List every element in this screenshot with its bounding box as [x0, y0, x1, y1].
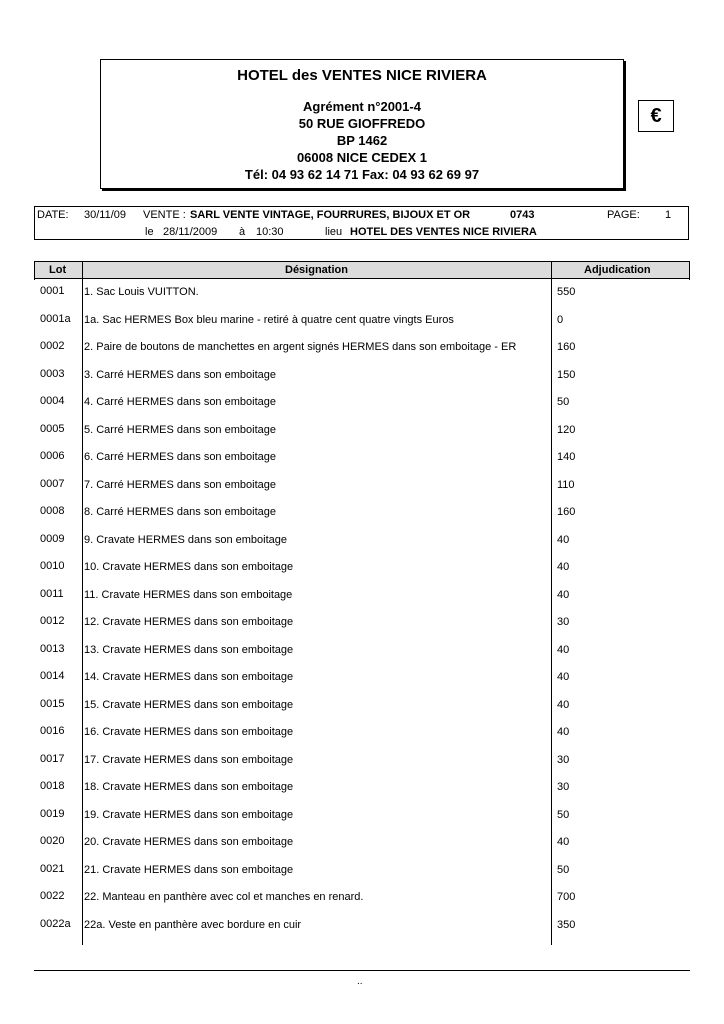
- designation-cell: 18. Cravate HERMES dans son emboitage: [84, 781, 294, 793]
- lots-table-body: [34, 279, 690, 939]
- adjudication-cell: 30: [557, 781, 570, 793]
- column-header-lot: Lot: [49, 264, 67, 276]
- lot-cell: 0021: [40, 862, 65, 875]
- table-row: [34, 444, 690, 472]
- footer-rule: [34, 970, 690, 971]
- lot-cell: 0010: [40, 560, 65, 572]
- designation-cell: 10. Cravate HERMES dans son emboitage: [84, 561, 294, 573]
- designation-cell: 14. Cravate HERMES dans son emboitage: [84, 671, 294, 683]
- adjudication-cell: 50: [557, 863, 570, 876]
- designation-cell: 9. Cravate HERMES dans son emboitage: [84, 533, 287, 546]
- agrement-number: Agrément n°2001-4: [303, 99, 421, 114]
- lieu-label: lieu: [325, 226, 343, 238]
- le-label: le: [145, 226, 154, 238]
- lot-cell: 0013: [40, 642, 65, 655]
- lot-cell: 0022a: [40, 917, 71, 930]
- lot-cell: 0002: [40, 340, 65, 352]
- designation-cell: 13. Cravate HERMES dans son emboitage: [84, 643, 294, 656]
- lot-cell: 0011: [40, 587, 64, 600]
- table-row: [34, 472, 690, 500]
- lot-cell: 0009: [40, 532, 65, 545]
- designation-cell: 1. Sac Louis VUITTON.: [84, 286, 199, 298]
- table-row: [34, 582, 690, 610]
- a-label: à: [239, 226, 246, 238]
- lot-cell: 0007: [40, 477, 65, 490]
- date-value: 30/11/09: [84, 209, 127, 221]
- table-row: [34, 307, 690, 335]
- column-header-designation: Désignation: [285, 264, 348, 276]
- adjudication-cell: 30: [557, 753, 570, 766]
- designation-cell: 21. Cravate HERMES dans son emboitage: [84, 863, 294, 876]
- adjudication-cell: 150: [557, 368, 576, 381]
- table-row: [34, 389, 690, 417]
- designation-cell: 22a. Veste en panthère avec bordure en cuir: [84, 918, 302, 931]
- designation-cell: 4. Carré HERMES dans son emboitage: [84, 396, 276, 408]
- lot-cell: 0017: [40, 752, 65, 765]
- table-row: [34, 747, 690, 775]
- designation-cell: 22. Manteau en panthère avec col et manches en renard.: [84, 891, 364, 903]
- adjudication-cell: 40: [557, 726, 570, 738]
- lieu-value: HOTEL DES VENTES NICE RIVIERA: [350, 226, 537, 238]
- sale-date: 28/11/2009: [163, 226, 218, 238]
- table-row: [34, 279, 690, 307]
- lot-cell: 0012: [40, 615, 65, 627]
- designation-cell: 2. Paire de boutons de manchettes en argent signés HERMES dans son emboitage - ER: [84, 341, 517, 353]
- adjudication-cell: 40: [557, 836, 570, 848]
- table-row: [34, 499, 690, 527]
- city-address: 06008 NICE CEDEX 1: [296, 150, 428, 165]
- adjudication-cell: 40: [557, 561, 570, 573]
- lot-cell: 0022: [40, 890, 65, 902]
- table-row: [34, 884, 690, 912]
- designation-cell: 17. Cravate HERMES dans son emboitage: [84, 753, 294, 766]
- designation-cell: 1a. Sac HERMES Box bleu marine - retiré à quatre cent quatre vingts Euros: [84, 313, 454, 326]
- table-row: [34, 719, 690, 747]
- designation-cell: 6. Carré HERMES dans son emboitage: [84, 451, 276, 463]
- lot-cell: 0014: [40, 670, 65, 682]
- lot-cell: 0008: [40, 505, 65, 517]
- house-title: HOTEL des VENTES NICE RIVIERA: [237, 67, 487, 84]
- table-row: [34, 637, 690, 665]
- vente-number: 0743: [510, 209, 535, 221]
- table-row: [34, 554, 690, 582]
- table-row: [34, 527, 690, 555]
- vente-name: SARL VENTE VINTAGE, FOURRURES, BIJOUX ET OR: [190, 209, 471, 221]
- adjudication-cell: 120: [557, 423, 576, 436]
- adjudication-cell: 700: [557, 891, 576, 903]
- po-box: BP 1462: [336, 133, 388, 148]
- table-row: [34, 857, 690, 885]
- lot-cell: 0005: [40, 422, 65, 435]
- date-label: DATE:: [37, 209, 69, 221]
- adjudication-cell: 40: [557, 643, 570, 656]
- table-row: [34, 417, 690, 445]
- adjudication-cell: 50: [557, 808, 570, 821]
- header-box: [100, 59, 624, 189]
- designation-cell: 12. Cravate HERMES dans son emboitage: [84, 616, 294, 628]
- lot-cell: 0019: [40, 807, 65, 820]
- adjudication-cell: 0: [557, 313, 564, 326]
- table-row: [34, 802, 690, 830]
- sale-time: 10:30: [256, 226, 284, 238]
- phone-fax: Tél: 04 93 62 14 71 Fax: 04 93 62 69 97: [244, 167, 480, 182]
- table-header: [34, 261, 690, 279]
- lot-cell: 0020: [40, 835, 65, 847]
- adjudication-cell: 140: [557, 451, 576, 463]
- table-row: [34, 609, 690, 637]
- designation-cell: 15. Cravate HERMES dans son emboitage: [84, 698, 294, 711]
- sale-info-box: [34, 206, 689, 240]
- designation-cell: 3. Carré HERMES dans son emboitage: [84, 368, 276, 381]
- table-left-edge: [34, 261, 35, 280]
- lot-cell: 0004: [40, 395, 65, 407]
- page-label: PAGE:: [607, 209, 640, 221]
- table-row: [34, 829, 690, 857]
- street-address: 50 RUE GIOFFREDO: [298, 116, 426, 131]
- adjudication-cell: 160: [557, 506, 576, 518]
- table-row: [34, 664, 690, 692]
- adjudication-cell: 40: [557, 533, 570, 546]
- lot-cell: 0018: [40, 780, 65, 792]
- lot-cell: 0016: [40, 725, 65, 737]
- lot-cell: 0003: [40, 367, 65, 380]
- column-header-adjudication: Adjudication: [584, 264, 651, 276]
- adjudication-cell: 550: [557, 286, 576, 298]
- lot-cell: 0006: [40, 450, 65, 462]
- footer-mark: ..: [357, 976, 363, 987]
- lot-cell: 0015: [40, 697, 65, 710]
- adjudication-cell: 350: [557, 918, 576, 931]
- designation-cell: 19. Cravate HERMES dans son emboitage: [84, 808, 294, 821]
- vente-label: VENTE :: [143, 209, 186, 221]
- adjudication-cell: 40: [557, 588, 570, 601]
- designation-cell: 7. Carré HERMES dans son emboitage: [84, 478, 276, 491]
- adjudication-cell: 50: [557, 396, 570, 408]
- adjudication-cell: 40: [557, 671, 570, 683]
- table-row: [34, 334, 690, 362]
- designation-cell: 11. Cravate HERMES dans son emboitage: [84, 588, 293, 601]
- euro-currency-icon: €: [638, 100, 674, 132]
- adjudication-cell: 160: [557, 341, 576, 353]
- table-right-edge: [689, 261, 690, 280]
- designation-cell: 20. Cravate HERMES dans son emboitage: [84, 836, 294, 848]
- table-row: [34, 774, 690, 802]
- lot-cell: 0001: [40, 285, 65, 297]
- designation-cell: 16. Cravate HERMES dans son emboitage: [84, 726, 294, 738]
- table-row: [34, 692, 690, 720]
- lot-cell: 0001a: [40, 312, 71, 325]
- designation-cell: 5. Carré HERMES dans son emboitage: [84, 423, 276, 436]
- adjudication-cell: 110: [557, 478, 575, 491]
- table-row: [34, 362, 690, 390]
- designation-cell: 8. Carré HERMES dans son emboitage: [84, 506, 276, 518]
- page-number: 1: [665, 209, 672, 221]
- table-row: [34, 912, 690, 940]
- adjudication-cell: 40: [557, 698, 570, 711]
- adjudication-cell: 30: [557, 616, 570, 628]
